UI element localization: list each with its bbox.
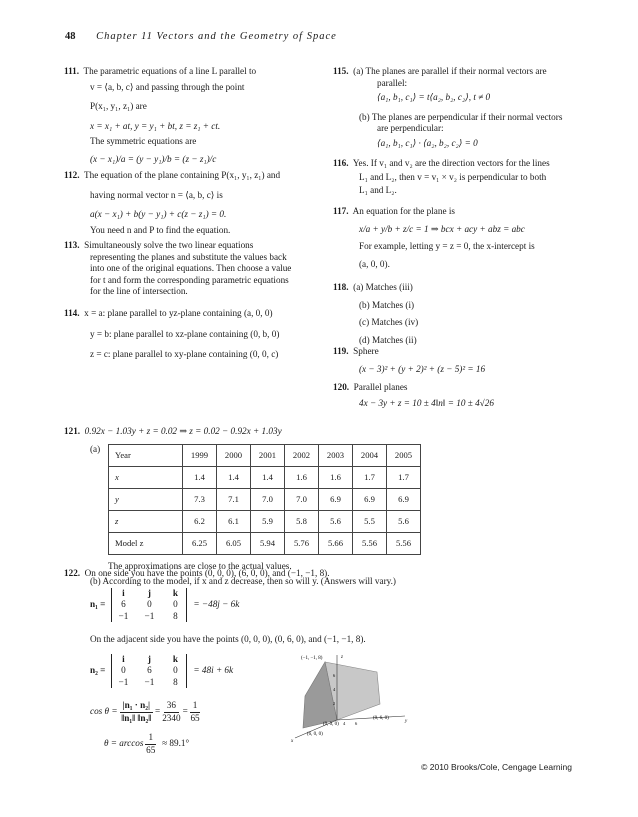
matrix-cell: 0 (121, 665, 126, 675)
problem-number: 118. (333, 282, 349, 292)
problem-116 (333, 158, 583, 197)
text-line: having normal vector n = ⟨a, b, c⟩ is (90, 189, 223, 200)
matrix-cell: 8 (173, 676, 178, 687)
text-line: for t and form the corresponding parametric equations (90, 274, 289, 285)
determinant-n1 (90, 588, 404, 623)
text-line: The parametric equations of a line L parallel to (83, 66, 257, 76)
table-cell: 2000 (217, 444, 251, 466)
problem-121 (64, 426, 574, 588)
matrix-cell: 0 (173, 665, 178, 675)
problem-number: 111. (64, 66, 80, 76)
problem-118 (333, 282, 583, 346)
text-line: (a) The planes are parallel if their normal vectors are (353, 66, 547, 76)
equation: (x − x₁)/a = (y − y₁)/b = (z − z₁)/c (90, 153, 217, 164)
text-line: P(x₁, y₁, z₁) are (90, 101, 147, 111)
table-cell: 7.0 (285, 488, 319, 510)
theta-result: ≈ 89.1° (162, 738, 190, 749)
text-line: (b) The planes are perpendicular if their normal vectors (359, 111, 563, 122)
table-cell: Model z (109, 532, 183, 554)
text-line: (b) According to the model, if x and z decrease, then so will y. (Answers will vary.) (90, 576, 396, 586)
equation: ⟨a₁, b₁, c₁⟩ · ⟨a₂, b₂, c₂⟩ = 0 (377, 137, 478, 148)
table-cell: 5.94 (251, 532, 285, 554)
denominator: ‖n₁‖ ‖n₂‖ (121, 712, 152, 723)
text-line: for the line of intersection. (90, 286, 188, 296)
table-cell: 6.9 (387, 488, 421, 510)
matrix (111, 588, 187, 623)
numerator: |n₁ · n₂| (120, 700, 153, 713)
table-cell: 6.2 (183, 510, 217, 532)
cosine-equation: cos θ = $\frac{\text{|n₁ · n₂|}}{\text{‖n₁‖ ‖n₂‖}}$ = $\frac{36}{2340}$ = $\frac{1}{65}$ (90, 700, 200, 723)
text-line: The equation of the plane containing P(x₁, y₁, z₁) and (84, 170, 281, 180)
matrix-cell: −1 (144, 610, 155, 621)
chapter-title: Chapter 11 Vectors and the Geometry of Space (96, 31, 337, 42)
table-cell: 2005 (387, 444, 421, 466)
part-label: (a) (90, 443, 101, 454)
problem-number: 113. (64, 240, 80, 250)
table-cell: 7.0 (251, 488, 285, 510)
n2-result: = 48i + 6k (193, 665, 234, 675)
text-line: For example, letting y = z = 0, the x-intercept is (359, 241, 535, 251)
text-line: Yes. If v₁ and v₂ are the direction vectors for the lines (352, 158, 550, 168)
cos-label: cos θ = (90, 706, 118, 717)
numerator: 36 (164, 700, 179, 713)
equation: x = x₁ + at, y = y₁ + bt, z = z₁ + ct. (90, 120, 221, 131)
table-cell: x (109, 466, 183, 488)
problem-112 (64, 170, 324, 236)
matrix-cell: 0 (173, 599, 178, 609)
matrix-cell: 8 (173, 610, 178, 621)
equation: 4x − 3y + z = 10 ± 4‖n‖ = 10 ± 4√26 (359, 397, 494, 408)
text-line: On the adjacent side you have the points (0, 0, 0), (0, 6, 0), and (−1, −1, 8). (90, 634, 366, 644)
table-cell: 1.4 (183, 466, 217, 488)
fraction (162, 700, 180, 724)
table-cell: z (109, 510, 183, 532)
matrix-cell: 0 (147, 599, 152, 609)
table-cell: 6.05 (217, 532, 251, 554)
text-line: z = c: plane parallel to xy-plane containing (0, 0, c) (90, 349, 279, 359)
text-line: x = a: plane parallel to yz-plane containing (a, 0, 0) (84, 308, 273, 318)
table-row (109, 532, 421, 554)
table-cell: 1.4 (251, 466, 285, 488)
text-line: (a, 0, 0). (359, 258, 390, 269)
table-cell: 6.9 (353, 488, 387, 510)
text-line: representing the planes and substitute the values back (90, 251, 287, 262)
equation: a(x − x₁) + b(y − y₁) + c(z − z₁) = 0. (90, 209, 227, 219)
text-line: L₁ and L₂, then v = v₁ × v₂ is perpendicular to both (359, 171, 547, 182)
table-cell: 5.8 (285, 510, 319, 532)
page-header (65, 30, 337, 43)
n2-label: n₂ = (90, 665, 106, 675)
equation: 0.92x − 1.03y + z = 0.02 ⇒ z = 0.02 − 0.92x + 1.03y (84, 426, 282, 436)
axis-label: y (405, 719, 408, 724)
table-cell: 2002 (285, 444, 319, 466)
table-cell: 7.1 (217, 488, 251, 510)
text-line: v = ⟨a, b, c⟩ and passing through the point (90, 81, 245, 92)
text-line: (a) Matches (iii) (353, 282, 413, 292)
fraction (190, 700, 201, 724)
text-line: The symmetric equations are (90, 136, 197, 146)
table-row (109, 466, 421, 488)
fraction (120, 700, 153, 724)
table-cell: 6.9 (319, 488, 353, 510)
text-line: L₁ and L₂. (359, 185, 397, 195)
table-cell: 5.76 (285, 532, 319, 554)
denominator: 2340 (162, 712, 181, 723)
tick-label: 6 (355, 721, 358, 726)
point-label: (−1, −1, 8) (301, 656, 323, 661)
equation: x/a + y/b + z/c = 1 ⇒ bcx + acy + abz = abc (359, 223, 525, 234)
axis-label: z (341, 655, 343, 660)
copyright-footer: © 2010 Brooks/Cole, Cengage Learning (421, 762, 572, 773)
table-cell: y (109, 488, 183, 510)
text-line: An equation for the plane is (352, 206, 455, 216)
tick-label: 2 (333, 701, 336, 706)
table-cell: 2003 (319, 444, 353, 466)
text-line: (d) Matches (ii) (359, 334, 417, 345)
table-cell: 1.6 (319, 466, 353, 488)
matrix-cell: j (147, 653, 151, 664)
denominator: 65 (146, 744, 156, 755)
problem-113 (64, 240, 324, 298)
equation: (x − 3)² + (y + 2)² + (z − 5)² = 16 (359, 363, 486, 374)
n1-label: n₁ = (90, 599, 106, 609)
page-number: 48 (65, 31, 76, 42)
point-label: (0, 6, 0) (373, 716, 389, 721)
tick-label: 4 (333, 687, 336, 692)
matrix-cell: 6 (121, 599, 126, 609)
matrix-cell: i (122, 587, 125, 598)
text-line: into one of the original equations. Then choose a value (90, 263, 292, 273)
text-line: are perpendicular: (377, 123, 444, 133)
problem-number: 121. (64, 426, 81, 436)
theta-label: θ = arccos (104, 738, 144, 749)
table-cell: 5.66 (319, 532, 353, 554)
matrix-cell: −1 (118, 610, 129, 621)
problem-115 (333, 66, 578, 149)
y-axis (337, 716, 405, 720)
equation: ⟨a₁, b₁, c₁⟩ = t⟨a₂, b₂, c₂⟩, t ≠ 0 (377, 92, 491, 102)
matrix-cell: 6 (147, 665, 152, 675)
problem-number: 114. (64, 308, 80, 318)
problem-111 (64, 66, 324, 165)
denominator: 65 (190, 712, 200, 723)
table-cell: 2001 (251, 444, 285, 466)
problem-number: 116. (333, 158, 349, 168)
table-cell: 1.6 (285, 466, 319, 488)
text-line: (b) Matches (i) (359, 299, 415, 310)
problem-number: 119. (333, 346, 349, 356)
table-cell: 7.3 (183, 488, 217, 510)
matrix-cell: i (122, 653, 125, 664)
problem-number: 115. (333, 66, 349, 76)
table-cell: 5.6 (319, 510, 353, 532)
table-cell: 5.9 (251, 510, 285, 532)
n1-result: = −48j − 6k (193, 599, 240, 609)
text-line: Simultaneously solve the two linear equations (84, 240, 254, 250)
matrix-cell: k (172, 587, 178, 598)
data-table (108, 444, 421, 555)
problem-120 (333, 382, 583, 409)
matrix-cell: j (147, 587, 151, 598)
problem-number: 120. (333, 382, 350, 392)
numerator: 1 (145, 732, 156, 745)
problem-number: 117. (333, 206, 349, 216)
table-cell: 1.4 (217, 466, 251, 488)
table-cell: 6.25 (183, 532, 217, 554)
table-cell: 5.56 (353, 532, 387, 554)
problem-119 (333, 346, 583, 375)
table-cell: Year (109, 444, 183, 466)
text-line: On one side you have the points (0, 0, 0), (6, 0, 0), and (−1, −1, 8). (84, 568, 330, 578)
text-line: The approximations are close to the actual values. (108, 560, 292, 571)
table-cell: 1.7 (353, 466, 387, 488)
tick-label: 6 (333, 673, 336, 678)
matrix (111, 654, 187, 689)
text-line: y = b: plane parallel to xz-plane containing (0, b, 0) (90, 328, 280, 339)
table-cell: 5.56 (387, 532, 421, 554)
problem-number: 122. (64, 568, 81, 578)
text-line: Sphere (353, 346, 379, 356)
axis-label: x (291, 739, 294, 744)
fraction (145, 732, 156, 756)
3d-figure (285, 650, 415, 745)
table-cell: 5.6 (387, 510, 421, 532)
table-header-row (109, 444, 421, 466)
text-line: Parallel planes (353, 382, 408, 392)
numerator: 1 (190, 700, 201, 713)
text-line: You need n and P to find the equation. (90, 224, 231, 235)
matrix-cell: −1 (118, 676, 129, 687)
table-cell: 5.5 (353, 510, 387, 532)
point-label: (0, 0, 0) (323, 722, 339, 727)
table-row (109, 488, 421, 510)
point-label: (6, 0, 0) (307, 732, 323, 737)
table-cell: 1.7 (387, 466, 421, 488)
problem-114 (64, 308, 324, 361)
table-cell: 6.1 (217, 510, 251, 532)
problem-number: 112. (64, 170, 80, 180)
tick-label: 4 (343, 721, 346, 726)
table-row (109, 510, 421, 532)
table-cell: 2004 (353, 444, 387, 466)
problem-117 (333, 206, 583, 270)
matrix-cell: k (172, 653, 178, 664)
text-line: (c) Matches (iv) (359, 317, 419, 327)
matrix-cell: −1 (144, 676, 155, 687)
table-cell: 1999 (183, 444, 217, 466)
text-line: parallel: (377, 77, 408, 88)
